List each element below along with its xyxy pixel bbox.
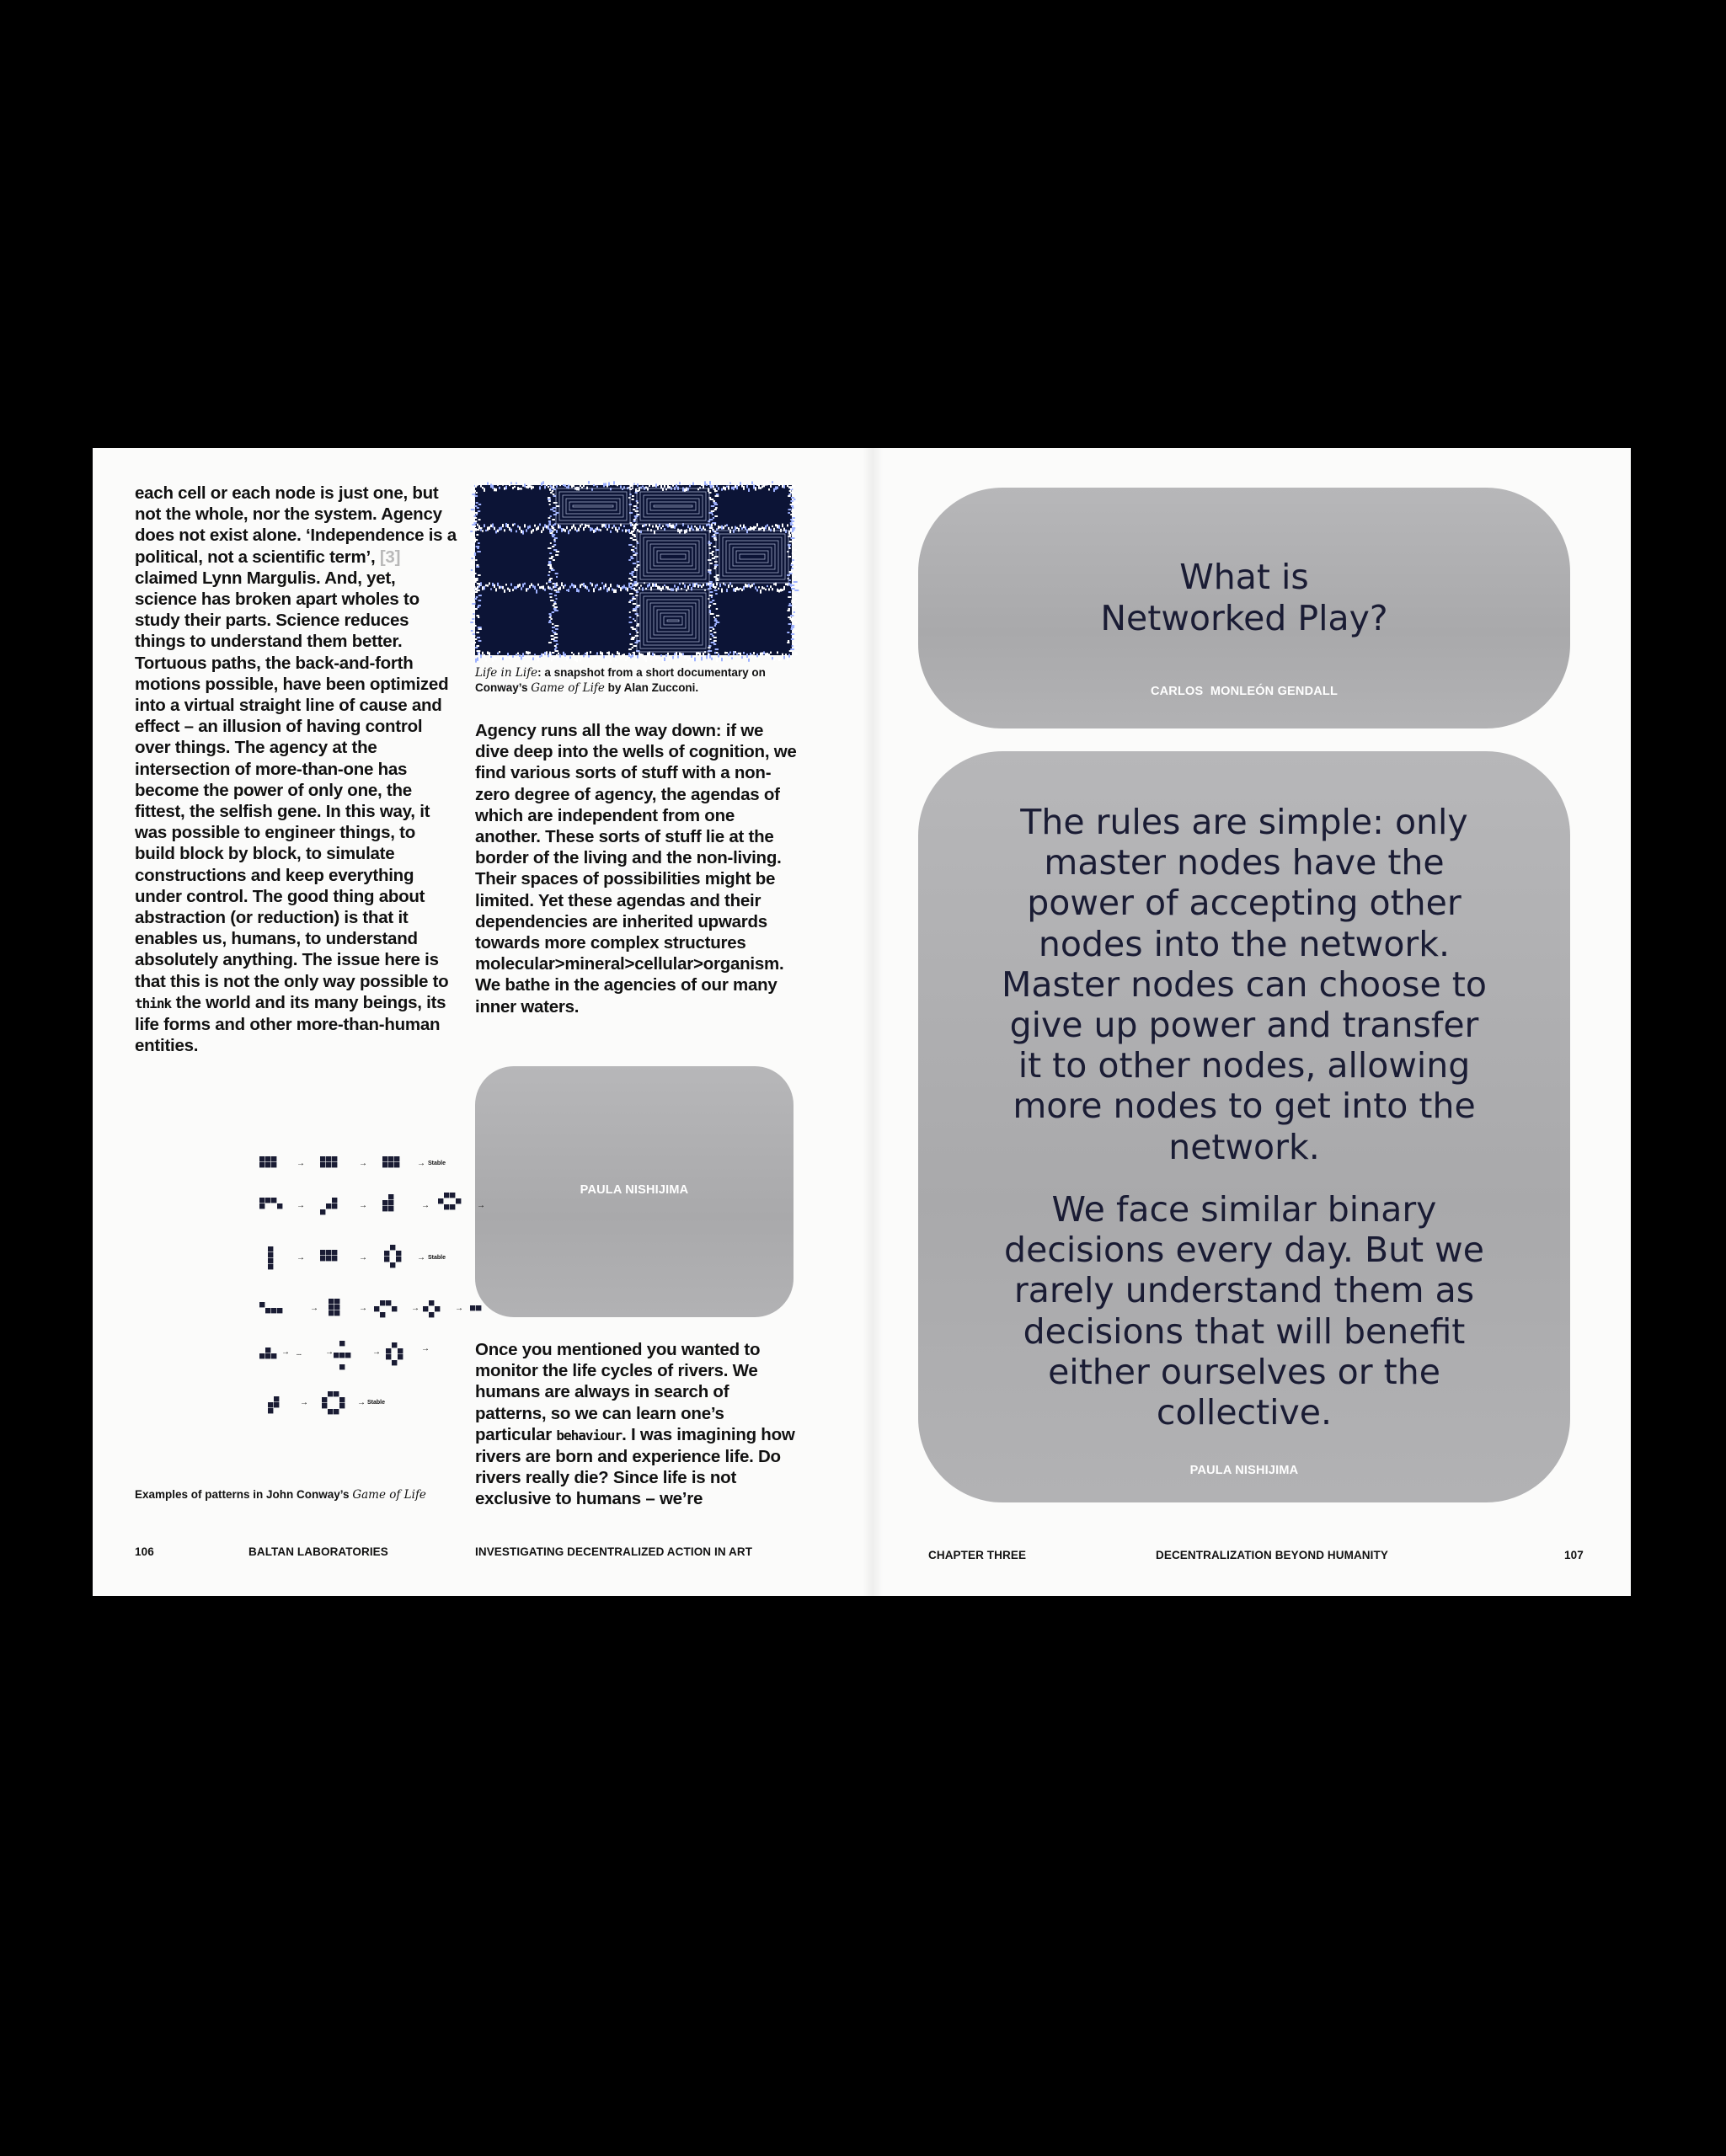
arrow-icon: → (421, 1201, 430, 1210)
arrow-icon: → (455, 1304, 463, 1313)
pattern-row4-c (374, 1300, 397, 1317)
article-author: CARLOS MONLEÓN GENDALL (1150, 685, 1339, 698)
quote-2-line: either ourselves or the (1048, 1351, 1440, 1392)
footer-book-title: INVESTIGATING DECENTRALIZED ACTION IN ART (475, 1545, 753, 1558)
quote-2-line: decisions every day. But we (1004, 1230, 1484, 1271)
arrow-icon: → (281, 1348, 290, 1357)
quote-1-line: Master nodes can choose to (1002, 963, 1487, 1005)
arrow-icon: → (417, 1253, 425, 1262)
pattern-row6-a (268, 1396, 279, 1413)
arrow-icon: → (417, 1159, 425, 1168)
arrow-icon: → (310, 1304, 318, 1313)
quote-author: PAULA NISHIJIMA (1189, 1464, 1299, 1477)
book-spread (93, 448, 1631, 1596)
quote-2-line: decisions that will benefit (1023, 1310, 1466, 1352)
pattern-row2-c (382, 1194, 393, 1211)
pattern-row5-c (386, 1342, 403, 1365)
quote-1-line: network. (1168, 1126, 1320, 1167)
arrow-icon: → (357, 1398, 366, 1407)
book-gutter (863, 448, 883, 1596)
pattern-beehive (438, 1193, 461, 1209)
footer-section: DECENTRALIZATION BEYOND HUMANITY (1156, 1549, 1388, 1561)
arrow-icon: → (359, 1253, 367, 1262)
bitmap-word-think: think (135, 995, 172, 1011)
quote-1-line: give up power and transfer (1009, 1005, 1479, 1046)
arrow-icon: → (297, 1201, 305, 1210)
quote-1-line: master nodes have the (1044, 842, 1445, 883)
pattern-line (268, 1246, 273, 1269)
bitmap-word-behaviour: behaviour (556, 1427, 623, 1444)
pattern-block (320, 1156, 337, 1167)
photo-caption: Life in Life: a snapshot from a short documentary on Conway’s Game of Life by Alan Zucconi. (475, 666, 766, 695)
arrow-icon: → (300, 1398, 308, 1407)
quote-1-line: The rules are simple: only (1020, 802, 1468, 842)
arrow-icon: → (477, 1201, 485, 1210)
arrow-icon: → (411, 1304, 419, 1313)
quote-1-line: nodes into the network. (1038, 923, 1451, 964)
quote-block-2 (918, 1189, 1570, 1433)
pattern-row3-b (320, 1250, 337, 1261)
arrow-icon: → (325, 1348, 334, 1357)
quote-2-line: We face similar binary (1051, 1189, 1437, 1230)
pattern-label-stable-3: Stable (428, 1255, 446, 1261)
pattern-row4-a (259, 1302, 282, 1313)
pattern-ellipsis: ... (297, 1351, 302, 1357)
footnote-reference: [3] (379, 547, 401, 567)
pattern-row5-b (334, 1341, 350, 1369)
game-of-life-patterns-diagram (160, 1147, 485, 1454)
footer-page-number-right: 107 (1564, 1549, 1584, 1561)
arrow-icon: → (297, 1253, 305, 1262)
arrow-icon: → (359, 1159, 367, 1168)
arrow-icon: → (359, 1304, 367, 1313)
body-text-column-2: Agency runs all the way down: if we dive deep into the wells of cognition, we find various sorts of stuff with a non-zero degree of agency, the agendas of which are independent from one another. These sorts of stuff lie at the border of the living and the non-living. Their spaces of possibilities might be limited. Yet these agendas and their dependencies are inherited upwards towards more complex structures molecular>mineral>cellular>organism. We bathe in the agencies of our many inner waters. (475, 721, 797, 1017)
body-text-column-1: each cell or each node is just one, but not the whole, nor the system. Agency does not exist alone. ‘Independence is a political, not a scientific term’, [3] claimed Lynn Margulis. And, yet, science has broken apart wholes to study their parts. Science reduces things to understand them better. Tortuous paths, the back-and-forth motions possible, have been optimized into a virtual straight line of cause and effect – an illusion of having control over things. The agency at the intersection of more-than-one has become the power of only one, the fittest, the selfish gene. In this way, it was possible to engineer things, to build block by block, to simulate constructions and keep everything under control. The good thing about abstraction (or reduction) is that it enables us, humans, to understand absolutely anything. The issue here is that this is not the only way possible to think the world and its many beings, its life forms and other more-than-human entities. (135, 483, 457, 1056)
pattern-row4-b (329, 1299, 339, 1315)
quote-2-line: collective. (1156, 1392, 1333, 1433)
pattern-block (259, 1156, 276, 1167)
quote-pill (918, 751, 1570, 1502)
arrow-icon: → (421, 1344, 430, 1353)
quote-2-line: rarely understand them as (1013, 1270, 1475, 1311)
pattern-row4-e (470, 1305, 481, 1310)
footer-chapter: CHAPTER THREE (928, 1549, 1027, 1561)
pattern-row4-d (423, 1300, 440, 1317)
pattern-row2-a (259, 1198, 282, 1209)
pattern-pond (322, 1391, 345, 1414)
quote-1-line: it to other nodes, allowing (1018, 1045, 1471, 1086)
arrow-icon: → (297, 1159, 305, 1168)
quote-block-1 (918, 802, 1570, 1167)
arrow-icon: → (372, 1348, 381, 1357)
pattern-label-stable: Stable (428, 1161, 446, 1166)
pattern-block (382, 1156, 399, 1167)
pattern-row5-a (259, 1348, 276, 1358)
arrow-icon: → (359, 1201, 367, 1210)
quote-1-line: more nodes to get into the (1013, 1086, 1476, 1127)
footer-page-number-left: 106 (135, 1545, 154, 1558)
quote-1-line: power of accepting other (1027, 883, 1461, 924)
name-card-pill (475, 1066, 794, 1317)
pattern-label-stable-6: Stable (367, 1400, 386, 1406)
footer-publisher: BALTAN LABORATORIES (248, 1545, 388, 1558)
pattern-row2-b (320, 1198, 337, 1214)
pill-author-name: PAULA NISHIJIMA (580, 1183, 689, 1197)
patterns-caption: Examples of patterns in John Conway’s Game of Life (135, 1488, 426, 1502)
body-text-column-2b: Once you mentioned you wanted to monitor the life cycles of rivers. We humans are always in search of patterns, so we can learn one’s particular behaviour. I was imagining how rivers are born and experience life. Do rivers really die? Since life is not exclusive to humans – we’re (475, 1340, 795, 1509)
pattern-loaf (384, 1245, 401, 1267)
article-title: What is Networked Play? (1100, 557, 1388, 638)
title-pill (918, 488, 1570, 728)
game-of-life-photo (475, 485, 792, 655)
